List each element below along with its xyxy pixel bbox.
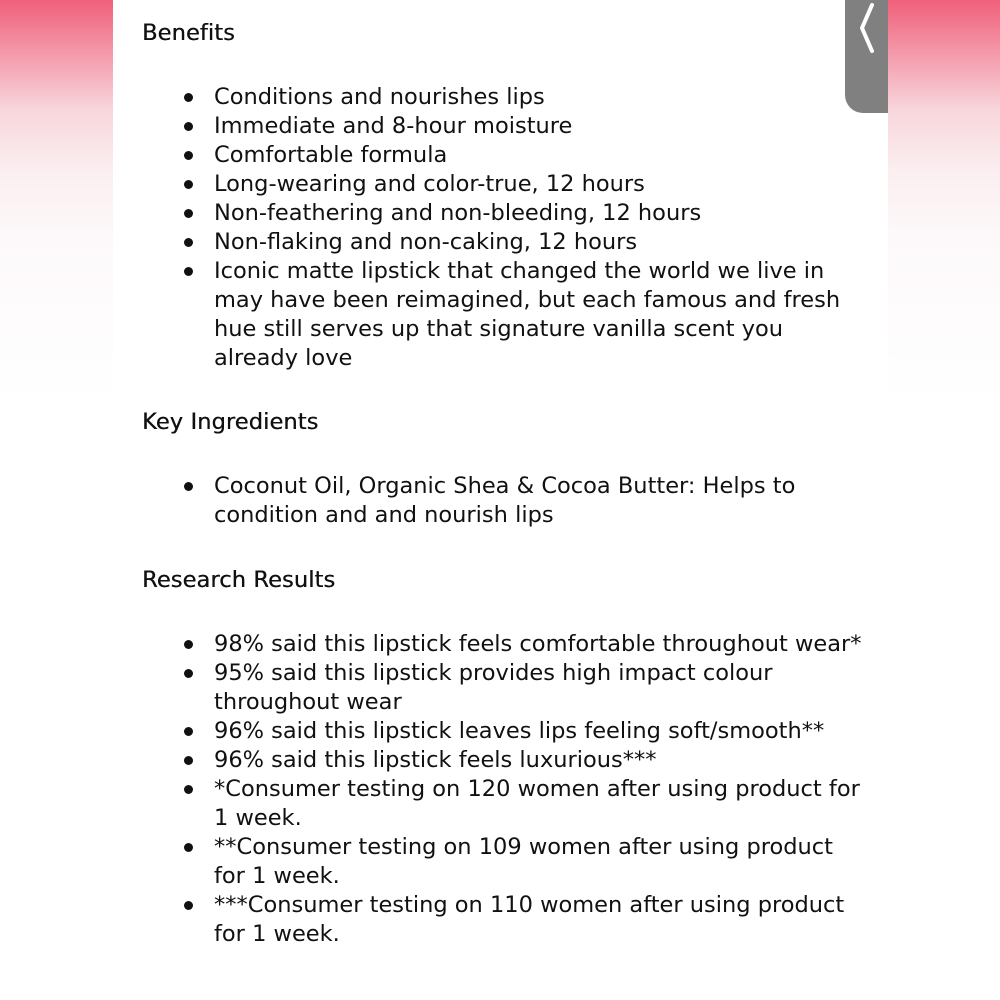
list-item: Comfortable formula — [142, 141, 864, 170]
list-item: Iconic matte lipstick that changed the world we live in may have been reimagined, but each famous and fresh hue still serves up that signature vanilla scent you already love — [142, 257, 864, 373]
research-results-heading: Research Results — [142, 567, 336, 593]
list-item: 95% said this lipstick provides high impact colour throughout wear — [142, 659, 864, 717]
chevron-left-icon — [857, 2, 877, 54]
list-item: Long-wearing and color-true, 12 hours — [142, 170, 864, 199]
list-item: 96% said this lipstick feels luxurious*** — [142, 746, 864, 775]
research-results-list — [142, 630, 862, 949]
list-item: Conditions and nourishes lips — [142, 83, 864, 112]
list-item: **Consumer testing on 109 women after using product for 1 week. — [142, 833, 864, 891]
list-item: Non-flaking and non-caking, 12 hours — [142, 228, 864, 257]
back-button[interactable] — [845, 0, 888, 113]
list-item: 98% said this lipstick feels comfortable throughout wear* — [142, 630, 864, 659]
benefits-heading: Benefits — [142, 20, 235, 46]
list-item: Coconut Oil, Organic Shea & Cocoa Butter: Helps to condition and and nourish lips — [142, 472, 864, 530]
benefits-list — [142, 83, 862, 373]
list-item: *Consumer testing on 120 women after using product for 1 week. — [142, 775, 864, 833]
list-item: Non-feathering and non-bleeding, 12 hours — [142, 199, 864, 228]
list-item: Immediate and 8-hour moisture — [142, 112, 864, 141]
product-details-panel — [113, 0, 888, 1000]
key-ingredients-heading: Key Ingredients — [142, 409, 319, 435]
key-ingredients-list — [142, 472, 862, 530]
list-item: ***Consumer testing on 110 women after using product for 1 week. — [142, 891, 864, 949]
list-item: 96% said this lipstick leaves lips feeling soft/smooth** — [142, 717, 864, 746]
